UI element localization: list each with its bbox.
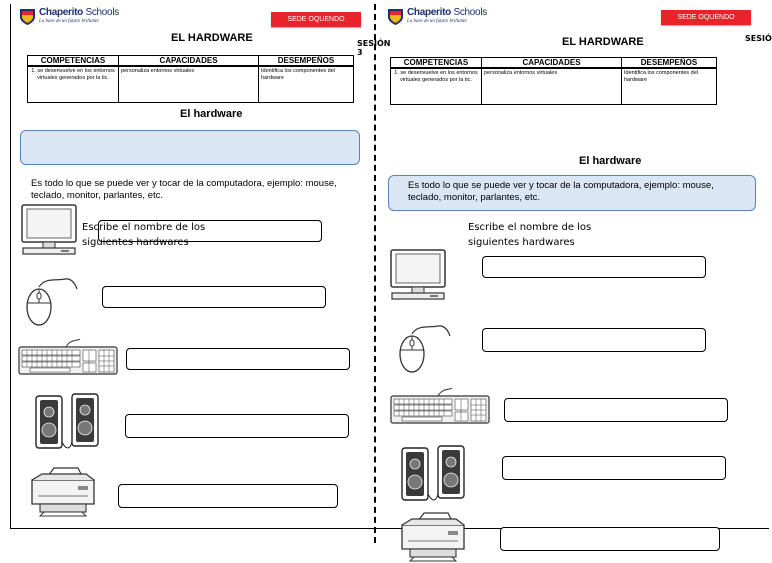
school-logo — [387, 8, 487, 26]
instruction-text: Escribe el nombre de los siguientes hardwares — [468, 222, 592, 248]
answer-box-speakers[interactable] — [125, 414, 349, 438]
shield-icon — [387, 8, 404, 26]
shield-icon — [19, 8, 36, 26]
keyboard-icon — [18, 339, 118, 375]
page-title: EL HARDWARE — [171, 32, 253, 44]
cell-desempeno: Identifica los componentes del hardware — [622, 68, 717, 105]
cell-desempeno: Identifica los componentes del hardware — [259, 66, 354, 103]
header-capacidades: CAPACIDADES — [119, 56, 259, 67]
section-subtitle: El hardware — [579, 155, 642, 167]
answer-box-keyboard[interactable] — [126, 348, 350, 370]
description-text: Es todo lo que se puede ver y tocar de la computadora, ejemplo: mouse, teclado, monitor, parlantes, etc. — [31, 178, 337, 201]
worksheet-left — [0, 0, 391, 543]
competencies-table — [390, 57, 717, 105]
title-box[interactable] — [20, 130, 360, 165]
answer-box-monitor[interactable] — [98, 220, 322, 242]
speakers-icon — [400, 444, 468, 504]
school-name-rest: Schools — [450, 7, 487, 18]
cell-competencia: 1. se desenvuelve en los entornos virtuales generados por la tic. — [28, 66, 119, 103]
printer-icon — [28, 466, 98, 518]
cell-competencia: 1. se desenvuelve en los entornos virtuales generados por la tic. — [391, 68, 482, 105]
header-capacidades: CAPACIDADES — [482, 58, 622, 69]
school-name-rest: Schools — [82, 7, 119, 18]
instruction-text: Escribe el nombre de los siguientes hardwares — [82, 222, 206, 248]
worksheet-right — [378, 0, 772, 543]
answer-box-mouse[interactable] — [102, 286, 326, 308]
answer-box-mouse[interactable] — [482, 328, 706, 352]
header-competencias: COMPETENCIAS — [391, 58, 482, 69]
cell-capacidad: personaliza entornos virtuales — [119, 66, 259, 103]
session-label: SESIÓ — [745, 34, 772, 43]
answer-box-printer[interactable] — [500, 527, 720, 551]
answer-box-printer[interactable] — [118, 484, 338, 508]
sede-badge: SEDE OQUENDO — [661, 10, 751, 25]
cell-capacidad: personaliza entornos virtuales — [482, 68, 622, 105]
answer-box-speakers[interactable] — [502, 456, 726, 480]
description-box — [388, 175, 756, 211]
school-logo — [19, 8, 119, 26]
school-name-bold: Chaperito — [39, 7, 83, 18]
session-label: SESIÓN 3 — [357, 39, 391, 57]
answer-box-monitor[interactable] — [482, 256, 706, 278]
description-text: Es todo lo que se puede ver y tocar de la computadora, ejemplo: mouse, teclado, monitor, parlantes, etc. — [408, 180, 714, 203]
monitor-icon — [388, 248, 448, 302]
header-desempenos: DESEMPEÑOS — [622, 58, 717, 69]
header-desempenos: DESEMPEÑOS — [259, 56, 354, 67]
school-motto: La base de un futuro brillante — [39, 19, 99, 24]
monitor-icon — [19, 203, 79, 257]
school-motto: La base de un futuro brillante — [407, 19, 467, 24]
keyboard-icon — [390, 388, 490, 424]
mouse-icon — [25, 275, 79, 327]
printer-icon — [398, 511, 468, 563]
section-subtitle: El hardware — [180, 108, 243, 120]
competencies-table — [27, 55, 354, 103]
cut-divider — [374, 4, 376, 543]
school-name-bold: Chaperito — [407, 7, 451, 18]
answer-box-keyboard[interactable] — [504, 398, 728, 422]
header-competencias: COMPETENCIAS — [28, 56, 119, 67]
sede-badge: SEDE OQUENDO — [271, 12, 361, 27]
mouse-icon — [398, 322, 452, 374]
speakers-icon — [34, 392, 102, 452]
page-title: EL HARDWARE — [562, 36, 644, 48]
